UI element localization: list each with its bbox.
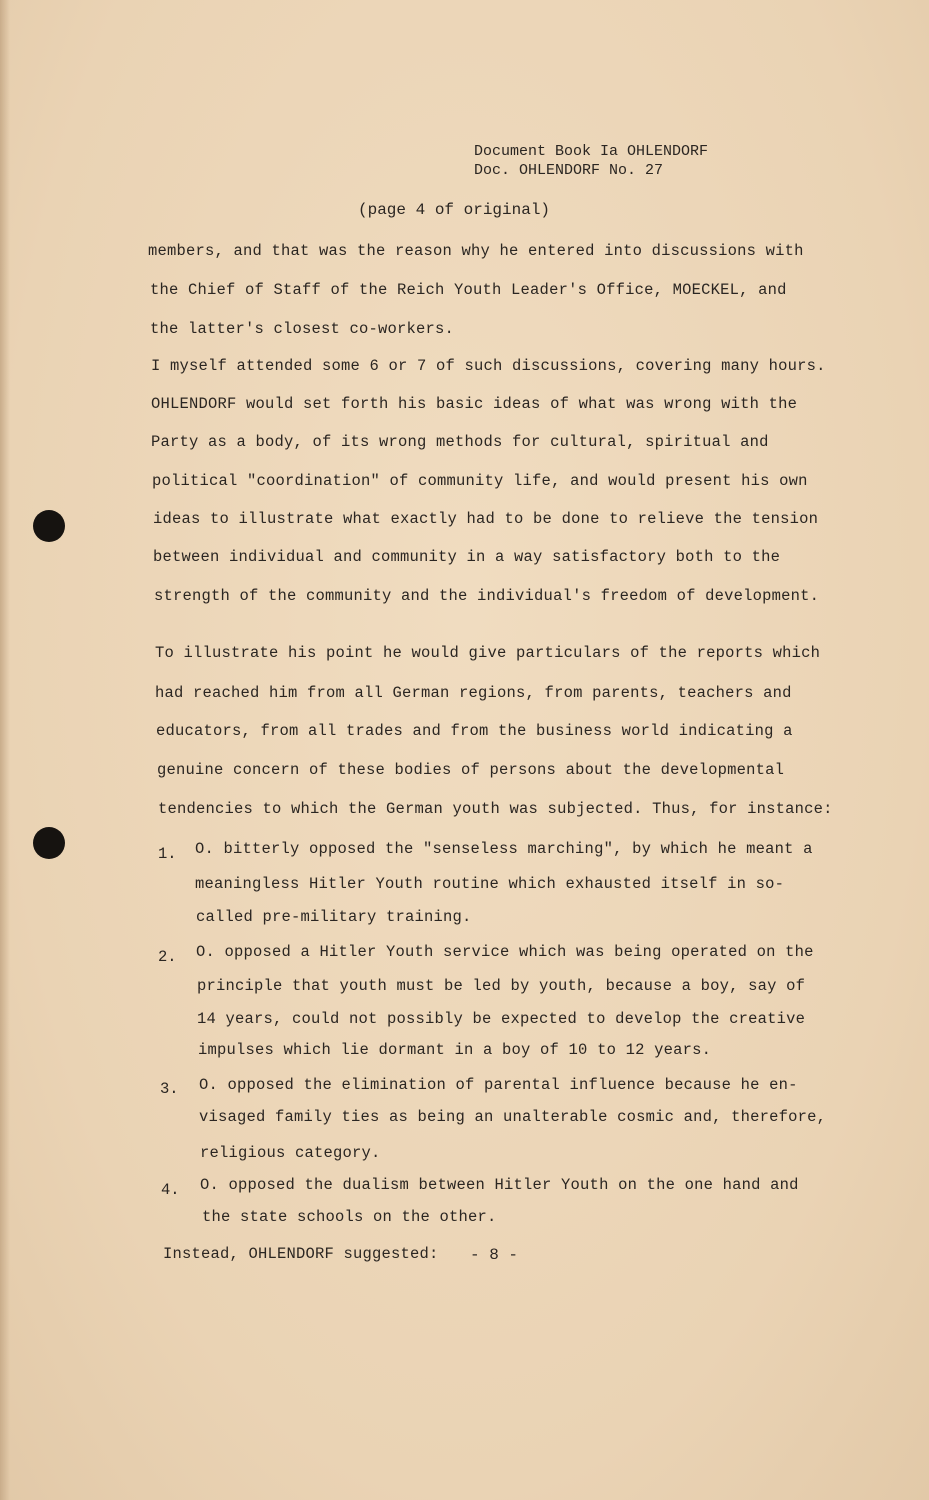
- text-line: the Chief of Staff of the Reich Youth Leader's Office, MOECKEL, and: [150, 281, 787, 299]
- list-number: 4.: [161, 1181, 180, 1199]
- text-line: members, and that was the reason why he entered into discussions with: [148, 242, 804, 260]
- list-number: 2.: [158, 948, 177, 966]
- text-line: strength of the community and the individual's freedom of development.: [154, 587, 820, 605]
- document-book-line: Document Book Ia OHLENDORF: [474, 143, 709, 160]
- text-line: I myself attended some 6 or 7 of such discussions, covering many hours.: [151, 357, 826, 375]
- text-line: political "coordination" of community life, and would present his own: [152, 472, 808, 490]
- document-number-line: Doc. OHLENDORF No. 27: [474, 162, 664, 179]
- original-page-note: (page 4 of original): [358, 201, 551, 219]
- text-line: To illustrate his point he would give particulars of the reports which: [155, 644, 821, 662]
- punch-hole: [33, 510, 65, 542]
- page-edge-shadow: [0, 0, 10, 1500]
- text-line: tendencies to which the German youth was subjected. Thus, for instance:: [158, 800, 833, 818]
- text-line: genuine concern of these bodies of persons about the developmental: [157, 761, 785, 779]
- text-line: had reached him from all German regions, from parents, teachers and: [155, 684, 792, 702]
- list-number: 1.: [158, 845, 177, 863]
- list-item-line: the state schools on the other.: [202, 1208, 497, 1226]
- text-line: OHLENDORF would set forth his basic ideas of what was wrong with the: [151, 395, 798, 413]
- list-number: 3.: [160, 1080, 179, 1098]
- list-item-line: O. bitterly opposed the "senseless marching", by which he meant a: [195, 840, 813, 858]
- list-item-line: religious category.: [200, 1144, 381, 1162]
- punch-hole: [33, 827, 65, 859]
- closing-line: Instead, OHLENDORF suggested:: [163, 1245, 439, 1263]
- text-line: the latter's closest co-workers.: [150, 320, 455, 338]
- text-line: ideas to illustrate what exactly had to be done to relieve the tension: [153, 510, 819, 528]
- list-item-line: meaningless Hitler Youth routine which exhausted itself in so-: [195, 875, 785, 893]
- list-item-line: principle that youth must be led by youth, because a boy, say of: [197, 977, 806, 995]
- list-item-line: visaged family ties as being an unalterable cosmic and, therefore,: [199, 1108, 827, 1126]
- list-item-line: O. opposed a Hitler Youth service which was being operated on the: [196, 943, 814, 961]
- text-line: educators, from all trades and from the business world indicating a: [156, 722, 793, 740]
- list-item-line: called pre-military training.: [196, 908, 472, 926]
- list-item-line: impulses which lie dormant in a boy of 10 to 12 years.: [198, 1041, 712, 1059]
- page-number: - 8 -: [470, 1246, 519, 1264]
- document-header: [474, 142, 708, 180]
- list-item-line: 14 years, could not possibly be expected to develop the creative: [197, 1010, 806, 1028]
- text-line: Party as a body, of its wrong methods for cultural, spiritual and: [151, 433, 769, 451]
- list-item-line: O. opposed the dualism between Hitler Youth on the one hand and: [200, 1176, 799, 1194]
- text-line: between individual and community in a way satisfactory both to the: [153, 548, 781, 566]
- list-item-line: O. opposed the elimination of parental influence because he en-: [199, 1076, 798, 1094]
